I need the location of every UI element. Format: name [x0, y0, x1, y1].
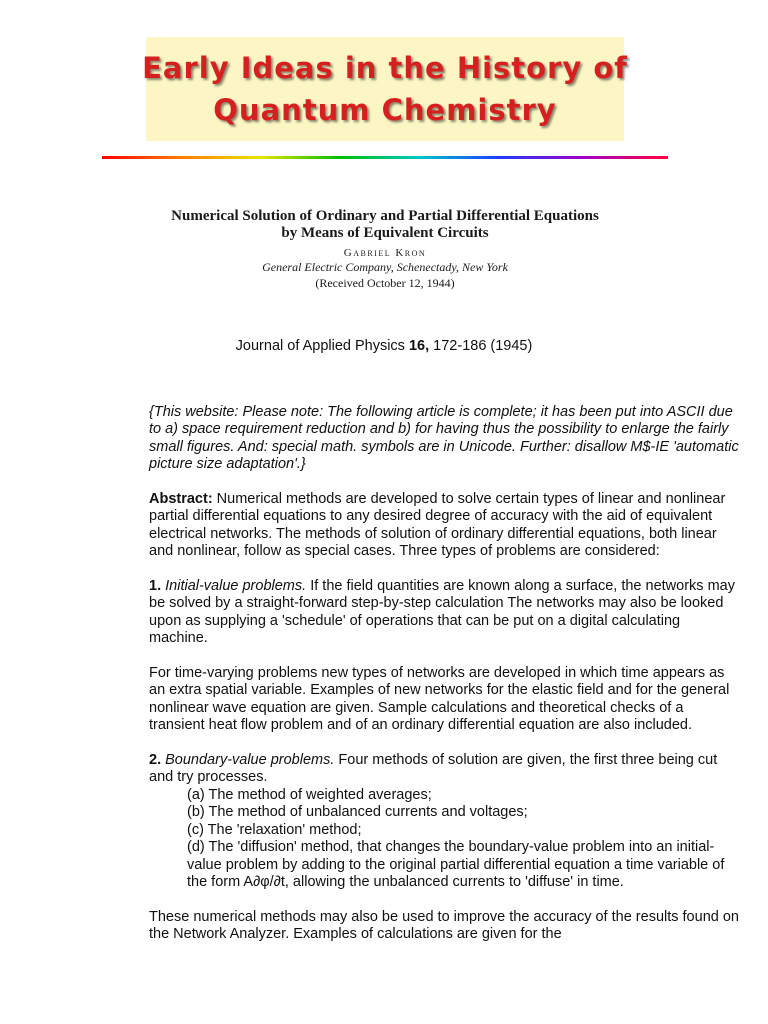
item-2-number: 2. [149, 752, 162, 769]
article-affiliation: General Electric Company, Schenectady, New York [262, 260, 508, 274]
rainbow-divider [102, 156, 668, 159]
method-item-c: (c) The 'relaxation' method; [187, 821, 362, 838]
website-note: {This website: Please note: The following article is complete; it has been put into ASCII due to a) space requirement reduction and b) for having thus the possibility to enlarge the fairly small figures. And: special math. symbols are in Unicode. Further: disallow M$-IE 'automatic picture size adaptation'.} [149, 404, 739, 473]
banner-title-line-1: Early Ideas in the History of [142, 51, 628, 85]
item-2-text: Four methods of solution are given, the first three being cut and try processes. [149, 752, 718, 786]
item-1-number: 1. [149, 578, 162, 595]
abstract-paragraph [149, 491, 739, 561]
banner-title-line-2: Quantum Chemistry [213, 93, 557, 127]
article-body [149, 404, 739, 961]
method-item-d: (d) The 'diffusion' method, that changes the boundary-value problem into an initial-value problem by adding to the original partial differential equation a time variable of the form A∂φ/∂t, allowing the unbalanced currents to 'diffuse' in time. [187, 839, 725, 890]
citation-pages-year: 172-186 (1945) [429, 338, 533, 354]
abstract-text: Numerical methods are developed to solve certain types of linear and nonlinear partial differential equations to any desired degree of accuracy with the aid of equivalent electrical networks. The methods of solution of ordinary differential equations, both linear and nonlinear, follow as special cases. Three types of problems are considered: [149, 491, 726, 560]
article-title-line-1: Numerical Solution of Ordinary and Partial Differential Equations [171, 208, 599, 224]
item-1-title: Initial-value problems. [165, 578, 307, 595]
method-item-a: (a) The method of weighted averages; [187, 786, 432, 803]
citation-journal: Journal of Applied Physics [235, 338, 409, 354]
article-author: Gabriel Kron [343, 247, 427, 259]
final-paragraph: These numerical methods may also be used to improve the accuracy of the results found on the Network Analyzer. Examples of calculations are given for the [149, 908, 739, 943]
abstract-label: Abstract: [149, 491, 213, 508]
methods-list [187, 787, 739, 891]
time-varying-paragraph: For time-varying problems new types of networks are developed in which time appears as an extra spatial variable. Examples of new networks for the elastic field and for the general nonlinear wave equation are given. Sample calculations and theoretical checks of a transient heat flow problem and of an ordinary differential equation are also included. [149, 665, 730, 734]
article-title-line-2: by Means of Equivalent Circuits [281, 225, 489, 241]
item-2-paragraph [149, 752, 739, 891]
item-2-title: Boundary-value problems. [165, 752, 335, 769]
citation-volume: 16, [408, 338, 430, 354]
site-title-banner [142, 37, 628, 141]
item-1-paragraph [149, 578, 739, 648]
journal-citation [0, 338, 768, 354]
article-received-date: (Received October 12, 1944) [315, 276, 455, 290]
article-header-scan [146, 208, 624, 306]
item-1-text: If the field quantities are known along a surface, the networks may be solved by a straight-forward step-by-step calculation The networks may also be looked upon as supplying a 'schedule' of operations that can be put on a digital calculating machine. [149, 578, 735, 647]
method-item-b: (b) The method of unbalanced currents and voltages; [187, 804, 528, 821]
